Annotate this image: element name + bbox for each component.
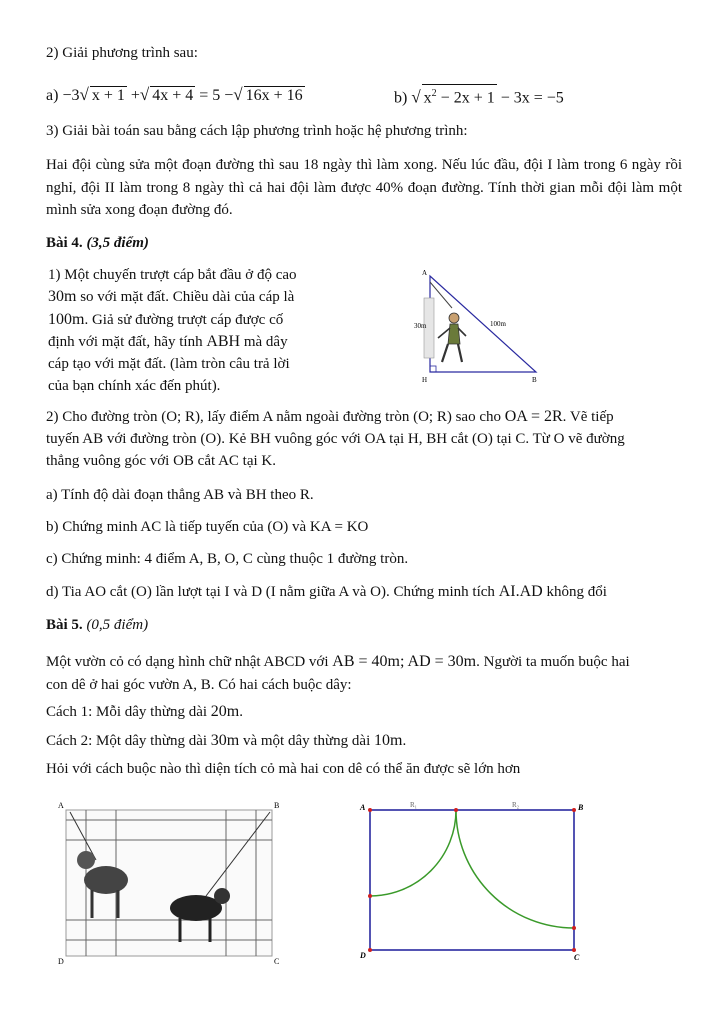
bai4-p1-line3: [48, 309, 324, 331]
eq-a-rhs: = 5 −: [199, 87, 234, 104]
bai5-line1-end: . Người ta muốn buộc hai: [476, 654, 630, 670]
point-markers: [368, 808, 576, 952]
sub-d-end: không đổi: [542, 584, 607, 600]
bai4-p2-line3: thẳng vuông góc với OB cắt AC tại K.: [46, 453, 276, 469]
equation-b: [394, 84, 694, 109]
eq-b-exp: 2: [431, 88, 437, 99]
oa-equals-2r: OA = 2R: [504, 408, 563, 425]
fig1-length-label: 100m: [490, 320, 506, 328]
bai5-line1: [46, 651, 682, 673]
eq-a-plus: +: [130, 87, 140, 104]
radical-icon: √: [411, 87, 421, 107]
cach2-mid: và một dây thừng dài: [239, 733, 375, 749]
arc-r1: [370, 810, 456, 896]
sub-question-c: c) Chứng minh: 4 điểm A, B, O, C cùng thuộc 1 đường tròn.: [46, 551, 409, 567]
fig1-height-label: 30m: [414, 322, 427, 330]
eq-b-radicand: [422, 84, 497, 107]
cach2: [46, 730, 682, 752]
cach2-end: .: [402, 733, 407, 749]
goats-sketch-figure: [56, 800, 282, 966]
eq-a-radicand-2: 4x + 4: [152, 87, 194, 104]
bai4-p2-line1-end: . Vẽ tiếp: [562, 409, 614, 425]
bai4-p2-line2: tuyến AB với đường tròn (O). Kẻ BH vuông góc với OA tại H, BH cắt (O) tại C. Từ O vẽ đường: [46, 431, 625, 447]
eq-b-label: b): [394, 89, 408, 107]
height-value: 30m: [48, 288, 77, 306]
bai4-p1-line6: của bạn chính xác đến phút).: [48, 378, 221, 395]
sketch-label-c: C: [274, 957, 280, 966]
sub-question-b: b) Chứng minh AC là tiếp tuyến của (O) và KA = KO: [46, 519, 369, 535]
bai4-p2-line1: [46, 406, 682, 428]
cach1: [46, 701, 682, 723]
bai4-p1-line2-text: so với mặt đất. Chiều dài của cáp là: [76, 289, 295, 306]
fig1-label-b: B: [532, 376, 537, 384]
bai5-title: Bài 5.: [46, 617, 83, 633]
eq-a-radicand-3: 16x + 16: [245, 87, 303, 104]
sub-d-text: d) Tia AO cắt (O) lần lượt tại I và D (I nằm giữa A và O). Chứng minh tích: [46, 584, 499, 600]
cach1-text: Cách 1: Mỗi dây thừng dài: [46, 704, 211, 720]
angle-abh: ABH: [206, 332, 241, 350]
bai5-line2: con dê ở hai góc vườn A, B. Có hai cách buộc dây:: [46, 677, 352, 693]
bai4-part1: [48, 264, 324, 398]
arc-r2: [456, 810, 574, 928]
eq-a-label: a): [46, 87, 59, 104]
bai4-title: Bài 4.: [46, 235, 83, 251]
ai-ad-product: AI.AD: [498, 583, 543, 600]
diagram-label-c: C: [574, 953, 580, 962]
bai4-heading: [46, 232, 682, 254]
sketch-label-d: D: [58, 957, 64, 966]
triangle-abh: [430, 276, 536, 372]
rectangle-dimensions: AB = 40m; AD = 30m: [332, 653, 477, 670]
bai4-p1-line1: 1) Một chuyến trượt cáp bắt đầu ở độ cao: [48, 267, 297, 283]
q3-title: 3) Giải bài toán sau bằng cách lập phương trình hoặc hệ phương trình:: [46, 123, 468, 139]
cach1-length: 20m: [210, 703, 240, 720]
fig1-label-a: A: [422, 269, 428, 277]
cach2-text: Cách 2: Một dây thừng dài: [46, 733, 211, 749]
bai4-points: (3,5 điểm): [86, 235, 149, 251]
cach2-length-2: 10m: [374, 732, 403, 749]
eq-a-radicand-1: x + 1: [91, 87, 125, 104]
bai4-p1-line4-text: định với mặt đất, hãy tính: [48, 333, 207, 350]
radical-icon: √: [233, 85, 243, 104]
bai5-points: (0,5 điểm): [86, 617, 149, 633]
diagram-label-r1: R₁: [410, 801, 418, 809]
diagram-label-d: D: [360, 951, 366, 960]
grazing-diagram: [356, 796, 588, 964]
q3-body: Hai đội cùng sửa một đoạn đường thì sau 18 ngày thì làm xong. Nếu lúc đầu, đội I làm trong 6 ngày rồi nghỉ, đội II làm trong 8 ngày thì cả hai đội làm được 40% đoạn đường. Tính thời gian mỗi đội làm một mình sửa xong đoạn đường đó.: [46, 157, 682, 218]
diagram-label-a: A: [360, 803, 366, 812]
sub-question-a: a) Tính độ dài đoạn thẳng AB và BH theo R.: [46, 487, 314, 503]
right-angle-mark: [430, 366, 436, 372]
zipline-figure: [410, 268, 546, 384]
cach1-end: .: [239, 704, 243, 720]
bai4-p1-line2: [48, 286, 324, 308]
bai4-p1-line4: [48, 331, 324, 353]
eq-a-coef: −3: [62, 87, 80, 104]
bai4-p2-line1-text: 2) Cho đường tròn (O; R), lấy điểm A nằm ngoài đường tròn (O; R) sao cho: [46, 409, 505, 425]
radical-icon: √: [139, 85, 150, 104]
sketch-label-b: B: [274, 801, 280, 810]
diagram-label-b: B: [578, 803, 584, 812]
eq-b-x: x: [423, 89, 432, 107]
length-value: 100m: [48, 310, 85, 328]
bai5-question: Hỏi với cách buộc nào thì diện tích cỏ mà hai con dê có thể ăn được sẽ lớn hơn: [46, 761, 521, 777]
sub-question-d: [46, 581, 682, 603]
bai4-p1-line4-end: mà dây: [240, 333, 288, 350]
fig1-label-h: H: [422, 376, 428, 384]
bai5-line1-text: Một vườn cỏ có dạng hình chữ nhật ABCD với: [46, 654, 333, 670]
bai5-heading: [46, 614, 682, 636]
eq-b-rest-radicand: − 2x + 1: [436, 89, 495, 107]
radical-icon: √: [79, 85, 89, 104]
q2-title: 2) Giải phương trình sau:: [46, 45, 198, 61]
bai4-p1-line5: cáp tạo với mặt đất. (làm tròn câu trả lời: [48, 356, 290, 373]
sketch-label-a: A: [58, 801, 64, 810]
bai4-p1-line3-text: . Giả sử đường trượt cáp được cố: [84, 311, 284, 328]
diagram-label-r2: R₂: [512, 801, 520, 809]
eq-b-rest: − 3x = −5: [496, 89, 564, 107]
rectangle-abcd: [370, 810, 574, 950]
cach2-length-1: 30m: [210, 732, 240, 749]
